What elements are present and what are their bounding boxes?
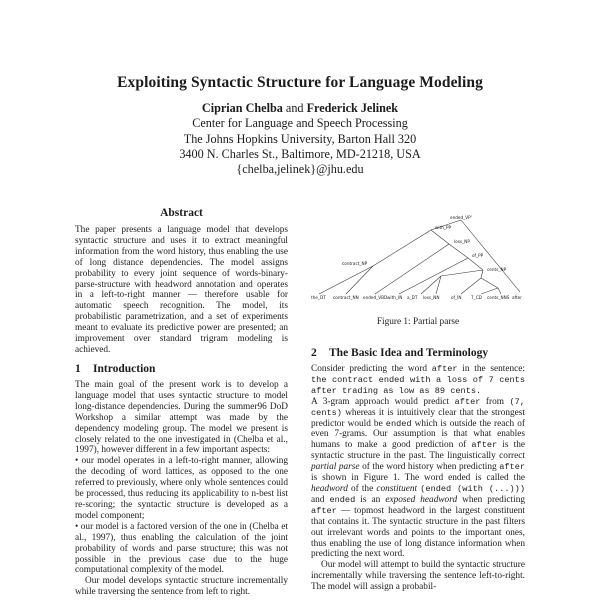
parse-tree — [311, 214, 525, 302]
figure-caption: Figure 1: Partial parse — [376, 317, 460, 327]
node-root-label: ended_VP' — [450, 215, 472, 220]
affiliation-line-3: 3400 N. Charles St., Baltimore, MD-21218, USA — [179, 146, 421, 161]
parse-tree-edges — [319, 220, 520, 294]
terminology-paragraph-3: Our model will attempt to build the syntactic structure incrementally while traversing the sentence left-to-right. The model will assign a probabil- — [311, 560, 525, 593]
node-vp-label: with_PP — [435, 225, 452, 230]
author-email: {chelba,jelinek}@jhu.edu — [236, 162, 364, 177]
affiliation-line-2: The Johns Hopkins University, Barton Hall 320 — [183, 131, 417, 146]
leaf-word: ended_VBD — [363, 295, 388, 300]
terminology-paragraph-2: A 3-gram approach would predict after from (7, cents) whereas it is intuitively clear that the strongest predictor would be ended which is outside the reach of even 7-grams. Our assumption is that what enables humans to make a good prediction of after is the syntactic structure in the past. The linguistically correct partial parse of the word history when predicting after is shown in Figure 1. The word ended is called the headword of the constituent (ended (with (...))) and ended is an exposed headword when predicting after — topmost headword in the largest constituent that contains it. The syntactic structure in the past filters out irrelevant words and points to the important ones, thus enabling the use of long distance information when predicting the next word. — [311, 396, 526, 560]
leaf-word: a_DT — [407, 295, 418, 300]
leaf-word: after — [512, 295, 522, 300]
author-conjunction: and — [285, 101, 304, 115]
section-2-heading — [311, 347, 488, 359]
abstract-heading: Abstract — [160, 207, 203, 219]
leaf-word: the_DT — [311, 295, 326, 300]
author-name-2: Frederick Jelinek — [306, 101, 399, 115]
node-of-pp-label: of_PP — [472, 253, 484, 258]
intro-bullets — [75, 456, 288, 576]
section-2-body — [311, 364, 525, 593]
abstract-body — [75, 225, 288, 356]
section-1-title: Introduction — [93, 363, 156, 375]
node-cents-label: cents_NP — [487, 267, 507, 272]
leaf-word: contract_NN — [333, 295, 359, 300]
intro-bullet-2: • our model is a factored version of the one in (Chelba et al., 1997), thus enabling the calculation of the joint probability of words and parse structure; this was not possible in the previous case due to the huge computational complexity of the model. — [75, 522, 288, 577]
leaf-word: of_IN — [451, 295, 462, 300]
node-pp-label: loss_NP — [454, 239, 470, 244]
intro-bullet-1: • our model operates in a left-to-right manner, allowing the decoding of word lattices, as opposed to the one referred to previously, where only whole sentences could be processed, thus reducing its applicability to n-best list re-scoring; the syntactic structure is developed as a model component; — [75, 456, 288, 521]
author-block — [0, 101, 600, 177]
intro-paragraph: The main goal of the present work is to develop a language model that uses syntactic structure to model long-distance dependencies. During the summer96 DoD Workshop a similar attempt was made by the dependency modeling group. The model we present is closely related to the one investigated in (Chelba et al., 1997), however different in a few important aspects: — [75, 380, 288, 456]
section-1-body — [75, 380, 288, 598]
leaf-word: cents_NNS — [487, 295, 510, 300]
intro-tail-paragraph: Our model develops syntactic structure incrementally while traversing the sentence from left to right. — [75, 576, 288, 598]
node-np-label: contract_NP — [342, 261, 368, 266]
paper-title: Exploiting Syntactic Structure for Language Modeling — [117, 74, 483, 91]
terminology-paragraph-1: Consider predicting the word after in the sentence: the contract ended with a loss of 7 cents after trading as low as 89 cents. — [311, 364, 525, 396]
section-1-number: 1 — [75, 363, 81, 375]
figure-partial-parse — [311, 214, 525, 302]
affiliation-line-1: Center for Language and Speech Processing — [192, 116, 408, 131]
leaf-word: 7_CD — [471, 295, 482, 300]
section-2-number: 2 — [311, 347, 317, 359]
author-name-1: Ciprian Chelba — [201, 101, 283, 115]
author-names — [0, 101, 600, 116]
abstract-text: The paper presents a language model that develops syntactic structure and uses it to extract meaningful information from the word history, thus enabling the use of long distance dependencies. The model assigns probability to every joint sequence of words-binary-parse-structure with headword annotation and operates in a left-to-right manner — therefore usable for automatic speech recognition. The model, its probabilistic parametrization, and a set of experiments meant to evaluate its predictive power are presented; an improvement over standard trigram modeling is achieved. — [75, 225, 288, 355]
example-sentence: the contract ended with a loss of 7 cents after trading as low as 89 cents. — [311, 374, 525, 396]
leaf-word: with_IN — [387, 295, 403, 300]
leaf-word: loss_NN — [423, 295, 440, 300]
section-1-heading — [75, 363, 155, 375]
section-2-title: The Basic Idea and Terminology — [329, 347, 489, 359]
